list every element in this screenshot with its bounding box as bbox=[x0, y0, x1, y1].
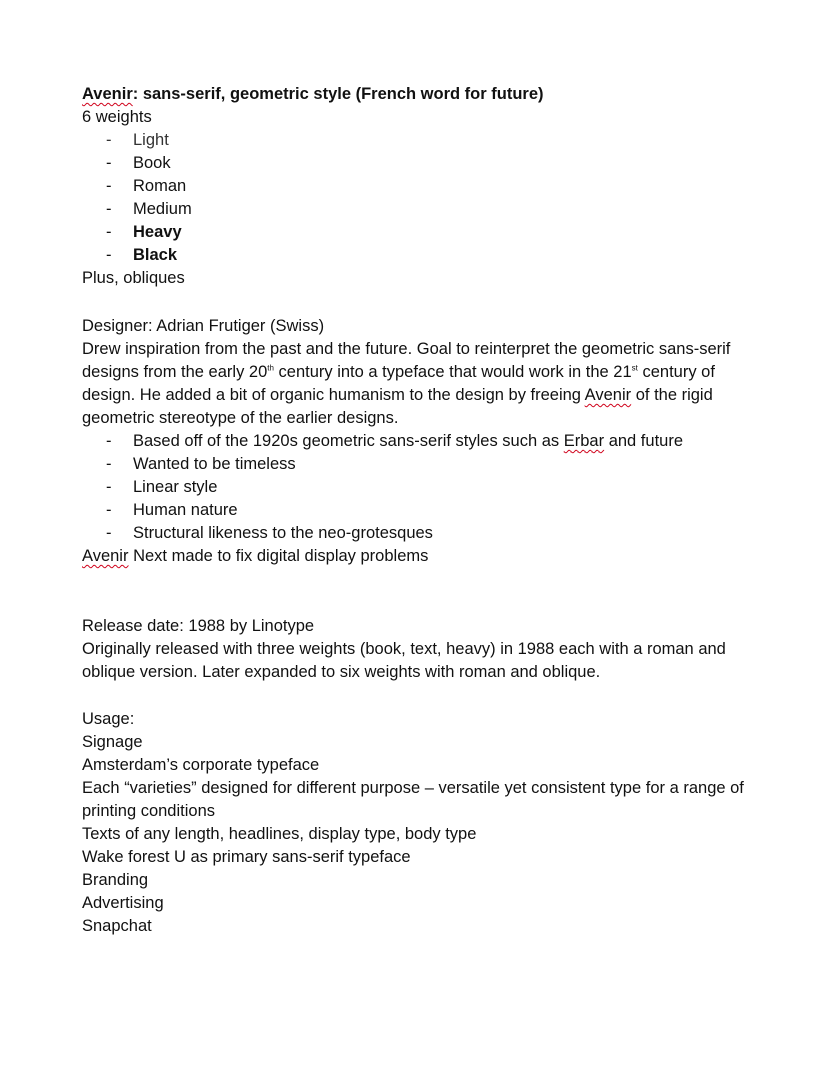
bullet1-word-erbar: Erbar bbox=[563, 432, 605, 450]
bullet-dash: - bbox=[106, 223, 112, 241]
spacer bbox=[82, 568, 762, 615]
heading-word-avenir: Avenir bbox=[82, 85, 133, 103]
list-item bbox=[82, 522, 762, 545]
next-word-avenir: Avenir bbox=[82, 547, 129, 565]
usage-item: Snapchat bbox=[82, 917, 152, 935]
release-paragraph: Originally released with three weights (book, text, heavy) in 1988 each with a roman and oblique version. Later expanded to six weights with roman and oblique. bbox=[82, 640, 726, 681]
avenir-next-line bbox=[82, 545, 762, 568]
list-item bbox=[82, 244, 762, 267]
bullet-text: Human nature bbox=[133, 501, 238, 519]
weight-book: Book bbox=[133, 154, 171, 172]
weights-outro: Plus, obliques bbox=[82, 269, 185, 287]
designer-word-avenir: Avenir bbox=[584, 386, 632, 404]
bullet-dash: - bbox=[106, 455, 112, 473]
bullet-text: Linear style bbox=[133, 478, 218, 496]
usage-item: Signage bbox=[82, 733, 143, 751]
bullet-dash: - bbox=[106, 478, 112, 496]
bullet-dash: - bbox=[106, 432, 112, 450]
designer-bullets bbox=[82, 430, 762, 545]
weight-roman: Roman bbox=[133, 177, 187, 195]
designer-text-3: century of design. He added a bit of organic humanism to the design by freeing bbox=[82, 363, 715, 404]
superscript-th: th bbox=[267, 363, 274, 373]
heading-rest: : sans-serif, geometric style (French word for future) bbox=[132, 85, 544, 103]
bullet-dash: - bbox=[106, 154, 112, 172]
list-item bbox=[82, 152, 762, 175]
designer-text-2: century into a typeface that would work in the 21 bbox=[273, 363, 632, 381]
designer-text-4: of the rigid geometric stereotype of the earlier designs. bbox=[82, 386, 713, 427]
bullet-dash: - bbox=[106, 177, 112, 195]
bullet1-text-1: Based off of the 1920s geometric sans-serif styles such as bbox=[133, 432, 564, 450]
list-item bbox=[82, 499, 762, 522]
weight-medium: Medium bbox=[133, 200, 192, 218]
bullet-text: Wanted to be timeless bbox=[133, 455, 296, 473]
weight-light: Light bbox=[133, 131, 169, 149]
next-rest: Next made to fix digital display problems bbox=[128, 547, 429, 565]
usage-label: Usage: bbox=[82, 710, 135, 728]
weight-heavy: Heavy bbox=[133, 223, 182, 241]
weights-list bbox=[82, 129, 762, 267]
bullet-dash: - bbox=[106, 246, 112, 264]
superscript-st: st bbox=[631, 363, 638, 373]
bullet1-text-2: and future bbox=[604, 432, 683, 450]
usage-item: Wake forest U as primary sans-serif typeface bbox=[82, 848, 411, 866]
document-heading bbox=[82, 82, 762, 106]
weight-black: Black bbox=[133, 246, 178, 264]
usage-item: Branding bbox=[82, 871, 149, 889]
designer-text-1: Drew inspiration from the past and the future. Goal to reinterpret the geometric sans-serif designs from the early 20 bbox=[82, 340, 731, 381]
list-item bbox=[82, 198, 762, 221]
usage-item: Amsterdam’s corporate typeface bbox=[82, 756, 320, 774]
bullet-dash: - bbox=[106, 200, 112, 218]
list-item bbox=[82, 430, 762, 453]
weights-intro: 6 weights bbox=[82, 108, 152, 126]
list-item bbox=[82, 175, 762, 198]
list-item bbox=[82, 221, 762, 244]
bullet-dash: - bbox=[106, 524, 112, 542]
list-item bbox=[82, 129, 762, 152]
usage-item: Texts of any length, headlines, display type, body type bbox=[82, 825, 477, 843]
spacer bbox=[82, 684, 762, 708]
document-page bbox=[82, 82, 762, 938]
usage-item: Advertising bbox=[82, 894, 164, 912]
bullet-text: Structural likeness to the neo-grotesques bbox=[133, 524, 433, 542]
release-line: Release date: 1988 by Linotype bbox=[82, 617, 315, 635]
list-item bbox=[82, 476, 762, 499]
spacer bbox=[82, 290, 762, 315]
bullet-dash: - bbox=[106, 501, 112, 519]
usage-item: Each “varieties” designed for different purpose – versatile yet consistent type for a range of printing conditions bbox=[82, 779, 744, 820]
designer-line: Designer: Adrian Frutiger (Swiss) bbox=[82, 317, 325, 335]
designer-paragraph bbox=[82, 338, 762, 430]
bullet-dash: - bbox=[106, 131, 112, 149]
list-item bbox=[82, 453, 762, 476]
